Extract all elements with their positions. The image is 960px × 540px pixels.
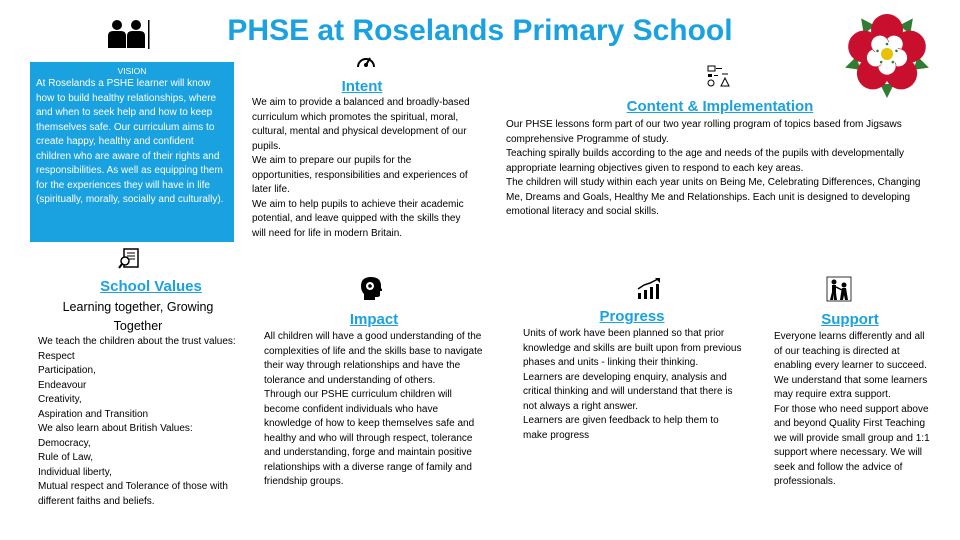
intent-paragraph: We aim to prepare our pupils for the opportunities, responsibilities and experiences of later life. bbox=[252, 155, 468, 195]
values-line: Democracy, bbox=[38, 437, 91, 449]
impact-paragraph: Through our PSHE curriculum children will become confident individuals who have knowledge of how to keep themselves safe and healthy and who will through respect, tolerance and understanding, forge and maintain positive relationships with a diverse range of family and friendship groups. bbox=[264, 389, 475, 487]
intent-paragraph: We aim to help pupils to achieve their academic potential, and leave quipped with the skills they will need for life in modern Britain. bbox=[252, 198, 464, 239]
impact-text bbox=[264, 330, 488, 490]
progress-text bbox=[523, 327, 745, 443]
support-heading: Support bbox=[821, 311, 879, 328]
intent-text bbox=[252, 96, 474, 241]
flowchart-icon bbox=[706, 64, 732, 88]
progress-heading: Progress bbox=[599, 308, 665, 325]
school-values-subheading: Learning together, Growing Together bbox=[62, 300, 214, 333]
document-magnifier-icon bbox=[118, 247, 142, 271]
values-line: Mutual respect and Tolerance of those with different faiths and beliefs. bbox=[38, 481, 228, 507]
intent-paragraph: We aim to provide a balanced and broadly-based curriculum which promotes the spiritual, moral, cultural, mental and physical development of our pupils. bbox=[252, 97, 470, 152]
people-icon bbox=[106, 18, 152, 50]
values-line: Rule of Law, bbox=[38, 452, 94, 463]
values-line: Endeavour bbox=[38, 379, 87, 391]
values-line: Aspiration and Transition bbox=[38, 408, 149, 420]
page-title: PHSE at Roselands Primary School bbox=[227, 14, 733, 47]
helping-hand-icon bbox=[826, 276, 852, 302]
vision-box bbox=[30, 62, 234, 242]
content-text bbox=[506, 118, 936, 220]
school-values-heading: School Values bbox=[100, 278, 202, 295]
impact-paragraph: All children will have a good understanding of the complexities of life and the skills base to navigate their way through relationships and have the tolerance and understanding of others. bbox=[264, 331, 483, 386]
vision-label: VISION bbox=[117, 66, 147, 76]
content-paragraph: Teaching spirally builds according to the age and needs of the pupils with developmentally appropriate learning objectives given to respond to each key areas. bbox=[506, 148, 905, 174]
head-gear-icon bbox=[360, 276, 382, 300]
impact-heading: Impact bbox=[349, 311, 399, 328]
content-paragraph: The children will study within each year units on Being Me, Celebrating Differences, Changing Me, Dreams and Goals, Healthy Me and Relationships. Each unit is designed to developing emotional literacy and social skills. bbox=[506, 177, 921, 217]
progress-paragraph: Learners are developing enquiry, analysis and critical thinking and will understand that there is not always a right answer. bbox=[523, 371, 733, 412]
progress-paragraph: Units of work have been planned so that prior knowledge and skills are built upon from previous phases and units - linking their thinking. bbox=[523, 328, 742, 368]
support-paragraph: Everyone learns differently and all of our teaching is directed at enabling every learner to succeed. We understand that some learners may require extra support. bbox=[774, 331, 928, 400]
values-line: Respect bbox=[38, 350, 75, 362]
gauge-icon bbox=[356, 52, 376, 70]
vision-text: At Roselands a PSHE learner will know how to build healthy relationships, where and when to seek help and how to keep themselves safe. Our curriculum aims to create happy, healthy and confident children who are aware of their rights and responsibilities. As well as equipping them for the experiences they will have in life (spiritually, morally, socially and culturally). bbox=[36, 78, 224, 205]
support-text bbox=[774, 330, 934, 490]
support-paragraph: For those who need support above and beyond Quality First Teaching we will provide small group and 1:1 support where necessary. We will seek and follow the advice of professionals. bbox=[774, 403, 930, 487]
values-line: Creativity, bbox=[38, 394, 82, 405]
values-line: We teach the children about the trust values: bbox=[38, 336, 236, 347]
school-values-text bbox=[38, 335, 238, 509]
progress-paragraph: Learners are given feedback to help them to make progress bbox=[523, 415, 719, 441]
values-line: We also learn about British Values: bbox=[38, 423, 193, 434]
content-paragraph: Our PHSE lessons form part of our two year rolling program of topics based from Jigsaws comprehensive Programme of study. bbox=[506, 119, 902, 145]
growth-chart-icon bbox=[636, 278, 662, 300]
values-line: Individual liberty, bbox=[38, 466, 112, 478]
content-heading: Content & Implementation bbox=[626, 98, 814, 115]
tudor-rose-logo bbox=[838, 8, 936, 100]
values-line: Participation, bbox=[38, 365, 96, 376]
intent-heading: Intent bbox=[341, 78, 383, 95]
